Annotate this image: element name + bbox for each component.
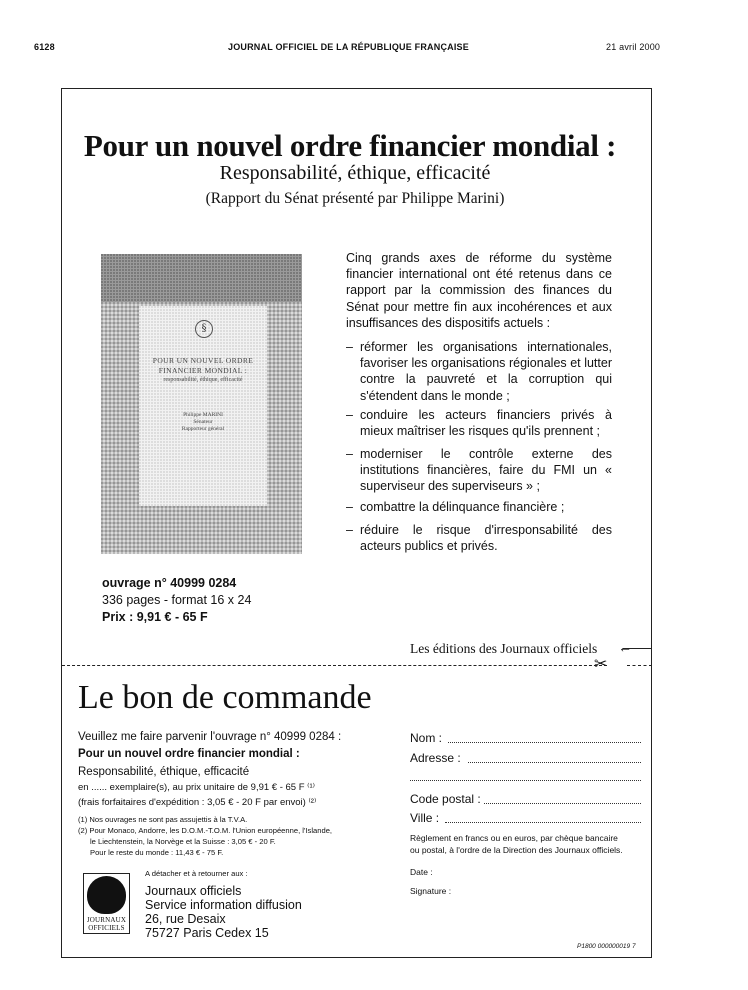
cover-role: Sénateur bbox=[193, 419, 213, 425]
footnote-2-cont: le Liechtenstein, la Norvège et la Suisse : 3,05 € - 20 F. bbox=[90, 837, 276, 846]
list-item bbox=[346, 407, 612, 439]
cover-title-3: responsabilité, éthique, efficacité bbox=[163, 377, 243, 383]
adresse-field[interactable] bbox=[468, 762, 641, 763]
signature-label: Signature : bbox=[410, 886, 452, 896]
code-postal-field[interactable] bbox=[484, 803, 641, 804]
ad-subsubtitle: (Rapport du Sénat présenté par Philippe Marini) bbox=[205, 190, 505, 207]
ad-title: Pour un nouvel ordre financier mondial : bbox=[83, 128, 617, 163]
list-item bbox=[346, 339, 612, 404]
issue-date: 21 avril 2000 bbox=[606, 42, 661, 52]
arrow-left-icon: ← bbox=[618, 639, 632, 655]
cut-line-end bbox=[627, 665, 652, 666]
cover-band bbox=[101, 254, 302, 302]
cover-panel bbox=[139, 306, 267, 506]
price: Prix : 9,91 € - 65 F bbox=[102, 610, 208, 624]
bullet-dash: – bbox=[346, 408, 353, 422]
list-item-text: réformer les organisations internationales, favoriser les organisations régionales et lutter contre la pauvreté et la corruption qui s'étendent dans le monde ; bbox=[360, 340, 612, 403]
order-line-1: Veuillez me faire parvenir l'ouvrage n° 40999 0284 : bbox=[78, 731, 342, 743]
cover-role-2: Rapporteur général bbox=[181, 426, 225, 432]
date-label: Date : bbox=[410, 867, 433, 877]
order-shipping-line: (frais forfaitaires d'expédition : 3,05 € - 20 F par envoi) ⁽²⁾ bbox=[78, 797, 317, 808]
code-postal-label: Code postal : bbox=[410, 792, 481, 806]
address-line-3: 26, rue Desaix bbox=[145, 912, 226, 926]
journaux-officiels-logo bbox=[83, 873, 130, 934]
cover-title-1: POUR UN NOUVEL ORDRE bbox=[152, 356, 254, 365]
bullet-dash: – bbox=[346, 500, 353, 514]
list-item-text: moderniser le contrôle externe des institutions financières, faire du FMI un « superviseur des superviseurs » ; bbox=[360, 447, 612, 494]
nom-label: Nom : bbox=[410, 731, 443, 745]
cut-line bbox=[62, 665, 607, 666]
footnote-1: (1) Nos ouvrages ne sont pas assujettis à la T.V.A. bbox=[78, 815, 248, 824]
journal-title: JOURNAL OFFICIEL DE LA RÉPUBLIQUE FRANÇAISE bbox=[228, 42, 469, 52]
bullet-dash: – bbox=[346, 447, 353, 461]
footnote-2: (2) Pour Monaco, Andorre, les D.O.M.-T.O.M. l'Union européenne, l'Islande, bbox=[78, 826, 333, 835]
list-item-text: conduire les acteurs financiers privés à mieux maîtriser les risques qu'ils prennent ; bbox=[360, 408, 612, 439]
logo-emblem-icon bbox=[87, 876, 126, 914]
payment-note-1: Règlement en francs ou en euros, par chèque bancaire bbox=[410, 833, 618, 843]
publisher-label: Les éditions des Journaux officiels bbox=[410, 641, 598, 656]
order-line-2: Pour un nouvel ordre financier mondial : bbox=[78, 748, 300, 760]
arrow-line bbox=[623, 648, 652, 649]
ville-field[interactable] bbox=[445, 822, 641, 823]
order-line-3: Responsabilité, éthique, efficacité bbox=[78, 766, 250, 778]
nom-field[interactable] bbox=[448, 742, 641, 743]
list-item-text: combattre la délinquance financière ; bbox=[360, 500, 565, 514]
order-form-title: Le bon de commande bbox=[78, 679, 372, 716]
logo-text-2: OFFICIELS bbox=[88, 924, 125, 932]
ouvrage-number: ouvrage n° 40999 0284 bbox=[102, 576, 237, 590]
footnote-2-world: Pour le reste du monde : 11,43 € - 75 F. bbox=[90, 848, 224, 857]
order-quantity-line: en ...... exemplaire(s), au prix unitaire de 9,91 € - 65 F ⁽¹⁾ bbox=[78, 782, 315, 793]
adresse-field-2[interactable] bbox=[410, 780, 641, 781]
list-item bbox=[346, 446, 612, 495]
senate-emblem-icon: § bbox=[195, 320, 213, 338]
scissors-icon: ✂ bbox=[594, 654, 608, 673]
detach-instruction: A détacher et à retourner aux : bbox=[145, 869, 248, 878]
ville-label: Ville : bbox=[410, 811, 440, 825]
list-item-text: réduire le risque d'irresponsabilité des acteurs publics et privés. bbox=[360, 523, 612, 554]
ad-subtitle: Responsabilité, éthique, efficacité bbox=[219, 162, 491, 184]
payment-note-2: ou postal, à l'ordre de la Direction des Journaux officiels. bbox=[410, 845, 623, 855]
book-cover-image bbox=[101, 254, 302, 554]
address-line-4: 75727 Paris Cedex 15 bbox=[145, 926, 269, 940]
page-count: 336 pages - format 16 x 24 bbox=[102, 593, 252, 607]
bullet-dash: – bbox=[346, 523, 353, 537]
logo-text-1: JOURNAUX bbox=[86, 916, 127, 924]
bullet-dash: – bbox=[346, 340, 353, 354]
address-line-2: Service information diffusion bbox=[145, 898, 302, 912]
cover-title-2: FINANCIER MONDIAL : bbox=[158, 366, 248, 375]
intro-paragraph: Cinq grands axes de réforme du système financier international ont été retenus dans ce rapport par la commission des finances du Sénat pour mettre fin aux incohérences et aux insuffisances des dispositifs actuels : bbox=[346, 251, 612, 330]
cover-author: Philippe MARINI bbox=[183, 412, 223, 418]
adresse-label: Adresse : bbox=[410, 751, 461, 765]
reference-code: P1800 000000019 7 bbox=[577, 943, 636, 950]
address-line-1: Journaux officiels bbox=[145, 884, 242, 898]
page-number: 6128 bbox=[34, 42, 55, 52]
list-item bbox=[346, 522, 612, 554]
list-item bbox=[346, 499, 612, 515]
